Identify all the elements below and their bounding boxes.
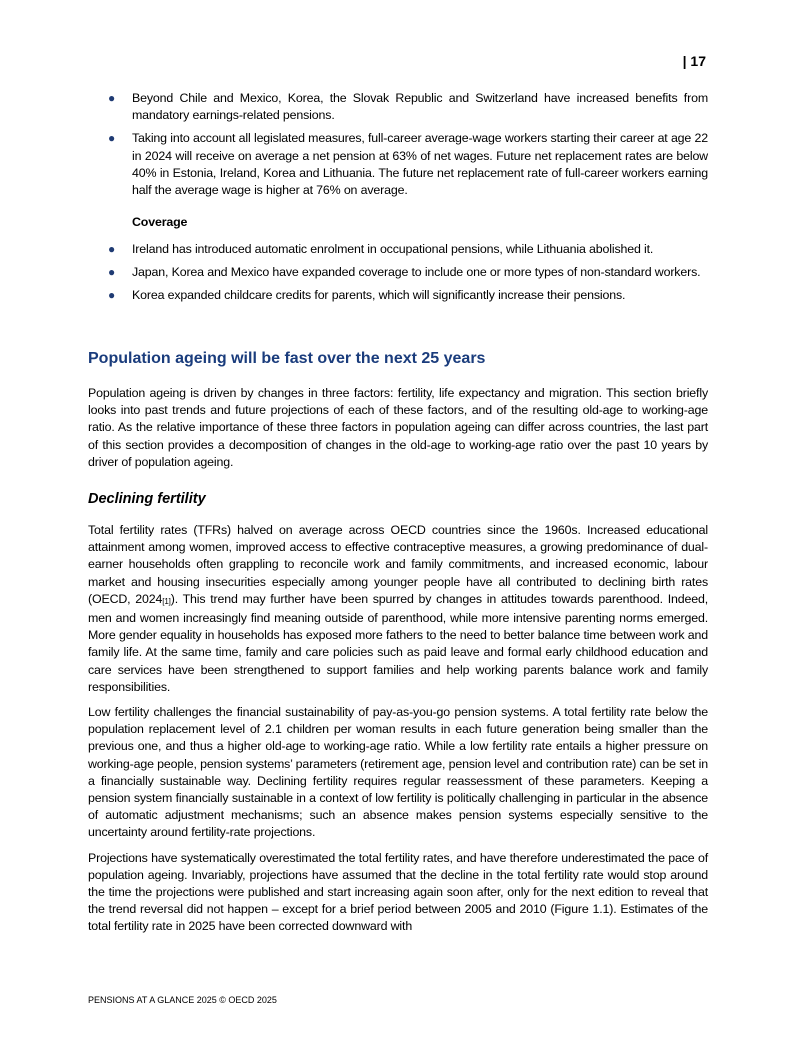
body-paragraph xyxy=(88,522,708,696)
section-intro: Population ageing is driven by changes in three factors: fertility, life expectancy and migration. This section briefly looks into past trends and future projections of each of these factors, and of the resulting old-age to working-age ratio. As the relative importance of these three factors in population ageing can differ across countries, the last part of this section provides a decomposition of changes in the old-age to working-age ratio over the past 10 years by driver of population ageing. xyxy=(88,386,708,469)
body-paragraph: Low fertility challenges the financial sustainability of pay-as-you-go pension systems. A total fertility rate below the population replacement level of 2.1 children per woman results in each future generation being smaller than the previous one, and thus a higher old-age to working-age ratio. While a low fertility rate entails a higher pressure on working-age people, pension systems’ parameters (retirement age, pension level and contribution rate) can be set in a financially sustainable way. Declining fertility requires regular reassessment of these parameters. Keeping a pension system financially sustainable in a context of low fertility is politically challenging in particular in the absence of automatic adjustment mechanisms; such an absence makes pension systems especially sensitive to the uncertainty around fertility-rate projections. xyxy=(88,705,708,840)
top-bullet-list xyxy=(88,90,708,205)
bullet-icon: ● xyxy=(108,288,116,303)
subsection-heading: Declining fertility xyxy=(88,491,206,507)
text: Total fertility rates (TFRs) halved on average across OECD countries since the 1960s. Increased educational attainment among women, improved access to effective contraceptive measures, a growing predominance of dual-earner households often grappling to reconcile work and family commitments, and increased economic, labour market and housing insecurities especially among younger people have all contributed to declining birth rates (OECD, 2024 xyxy=(88,523,708,606)
list-item xyxy=(88,90,708,124)
bullet-text: Taking into account all legislated measures, full-career average-wage workers starting their career at age 22 in 2024 will receive on average a net pension at 63% of net wages. Future net replacement rates are below 40% in Estonia, Ireland, Korea and Lithuania. The future net replacement rate of full-career workers earning half the average wage is higher at 76% on average. xyxy=(132,131,708,198)
bullet-icon: ● xyxy=(108,242,116,256)
body-paragraph: Projections have systematically overestimated the total fertility rates, and have therefore underestimated the pace of population ageing. Invariably, projections have assumed that the decline in the total fertility rate would stop around the time the projections were published and start increasing again soon after, only for the next edition to reveal that the trend reversal did not happen – except for a brief period between 2005 and 2010 (Figure 1.1). Estimates of the total fertility rate in 2025 have been corrected downward with xyxy=(88,850,708,934)
coverage-heading: Coverage xyxy=(132,215,188,229)
list-item xyxy=(88,241,708,258)
coverage-bullet-list xyxy=(88,241,708,311)
list-item xyxy=(88,130,708,199)
bullet-text: Beyond Chile and Mexico, Korea, the Slovak Republic and Switzerland have increased benefits from mandatory earnings-related pensions. xyxy=(132,91,708,123)
section-heading: Population ageing will be fast over the next 25 years xyxy=(88,350,486,367)
bullet-icon: ● xyxy=(108,131,116,146)
list-item xyxy=(88,287,708,304)
bullet-icon: ● xyxy=(108,265,116,280)
page-footer: PENSIONS AT A GLANCE 2025 © OECD 2025 xyxy=(88,995,277,1005)
bullet-icon: ● xyxy=(108,91,116,105)
page-number: | 17 xyxy=(682,53,706,69)
bullet-text: Japan, Korea and Mexico have expanded coverage to include one or more types of non-standard workers. xyxy=(132,265,701,280)
list-item xyxy=(88,264,708,281)
citation-ref[interactable]: [1] xyxy=(162,596,171,606)
bullet-text: Ireland has introduced automatic enrolment in occupational pensions, while Lithuania abolished it. xyxy=(132,242,654,256)
text: ). This trend may further have been spurred by changes in attitudes towards parenthood. Indeed, men and women increasingly find meaning outside of parenthood, while more intensive parenting norms emerged. More gender equality in households has exposed more fathers to the need to better balance time between work and family life. At the same time, family and care policies such as paid leave and formal early childhood education and care services have been strengthened to support families and help working parents balance work and family responsibilities. xyxy=(88,591,708,694)
bullet-text: Korea expanded childcare credits for parents, which will significantly increase their pensions. xyxy=(132,288,626,303)
